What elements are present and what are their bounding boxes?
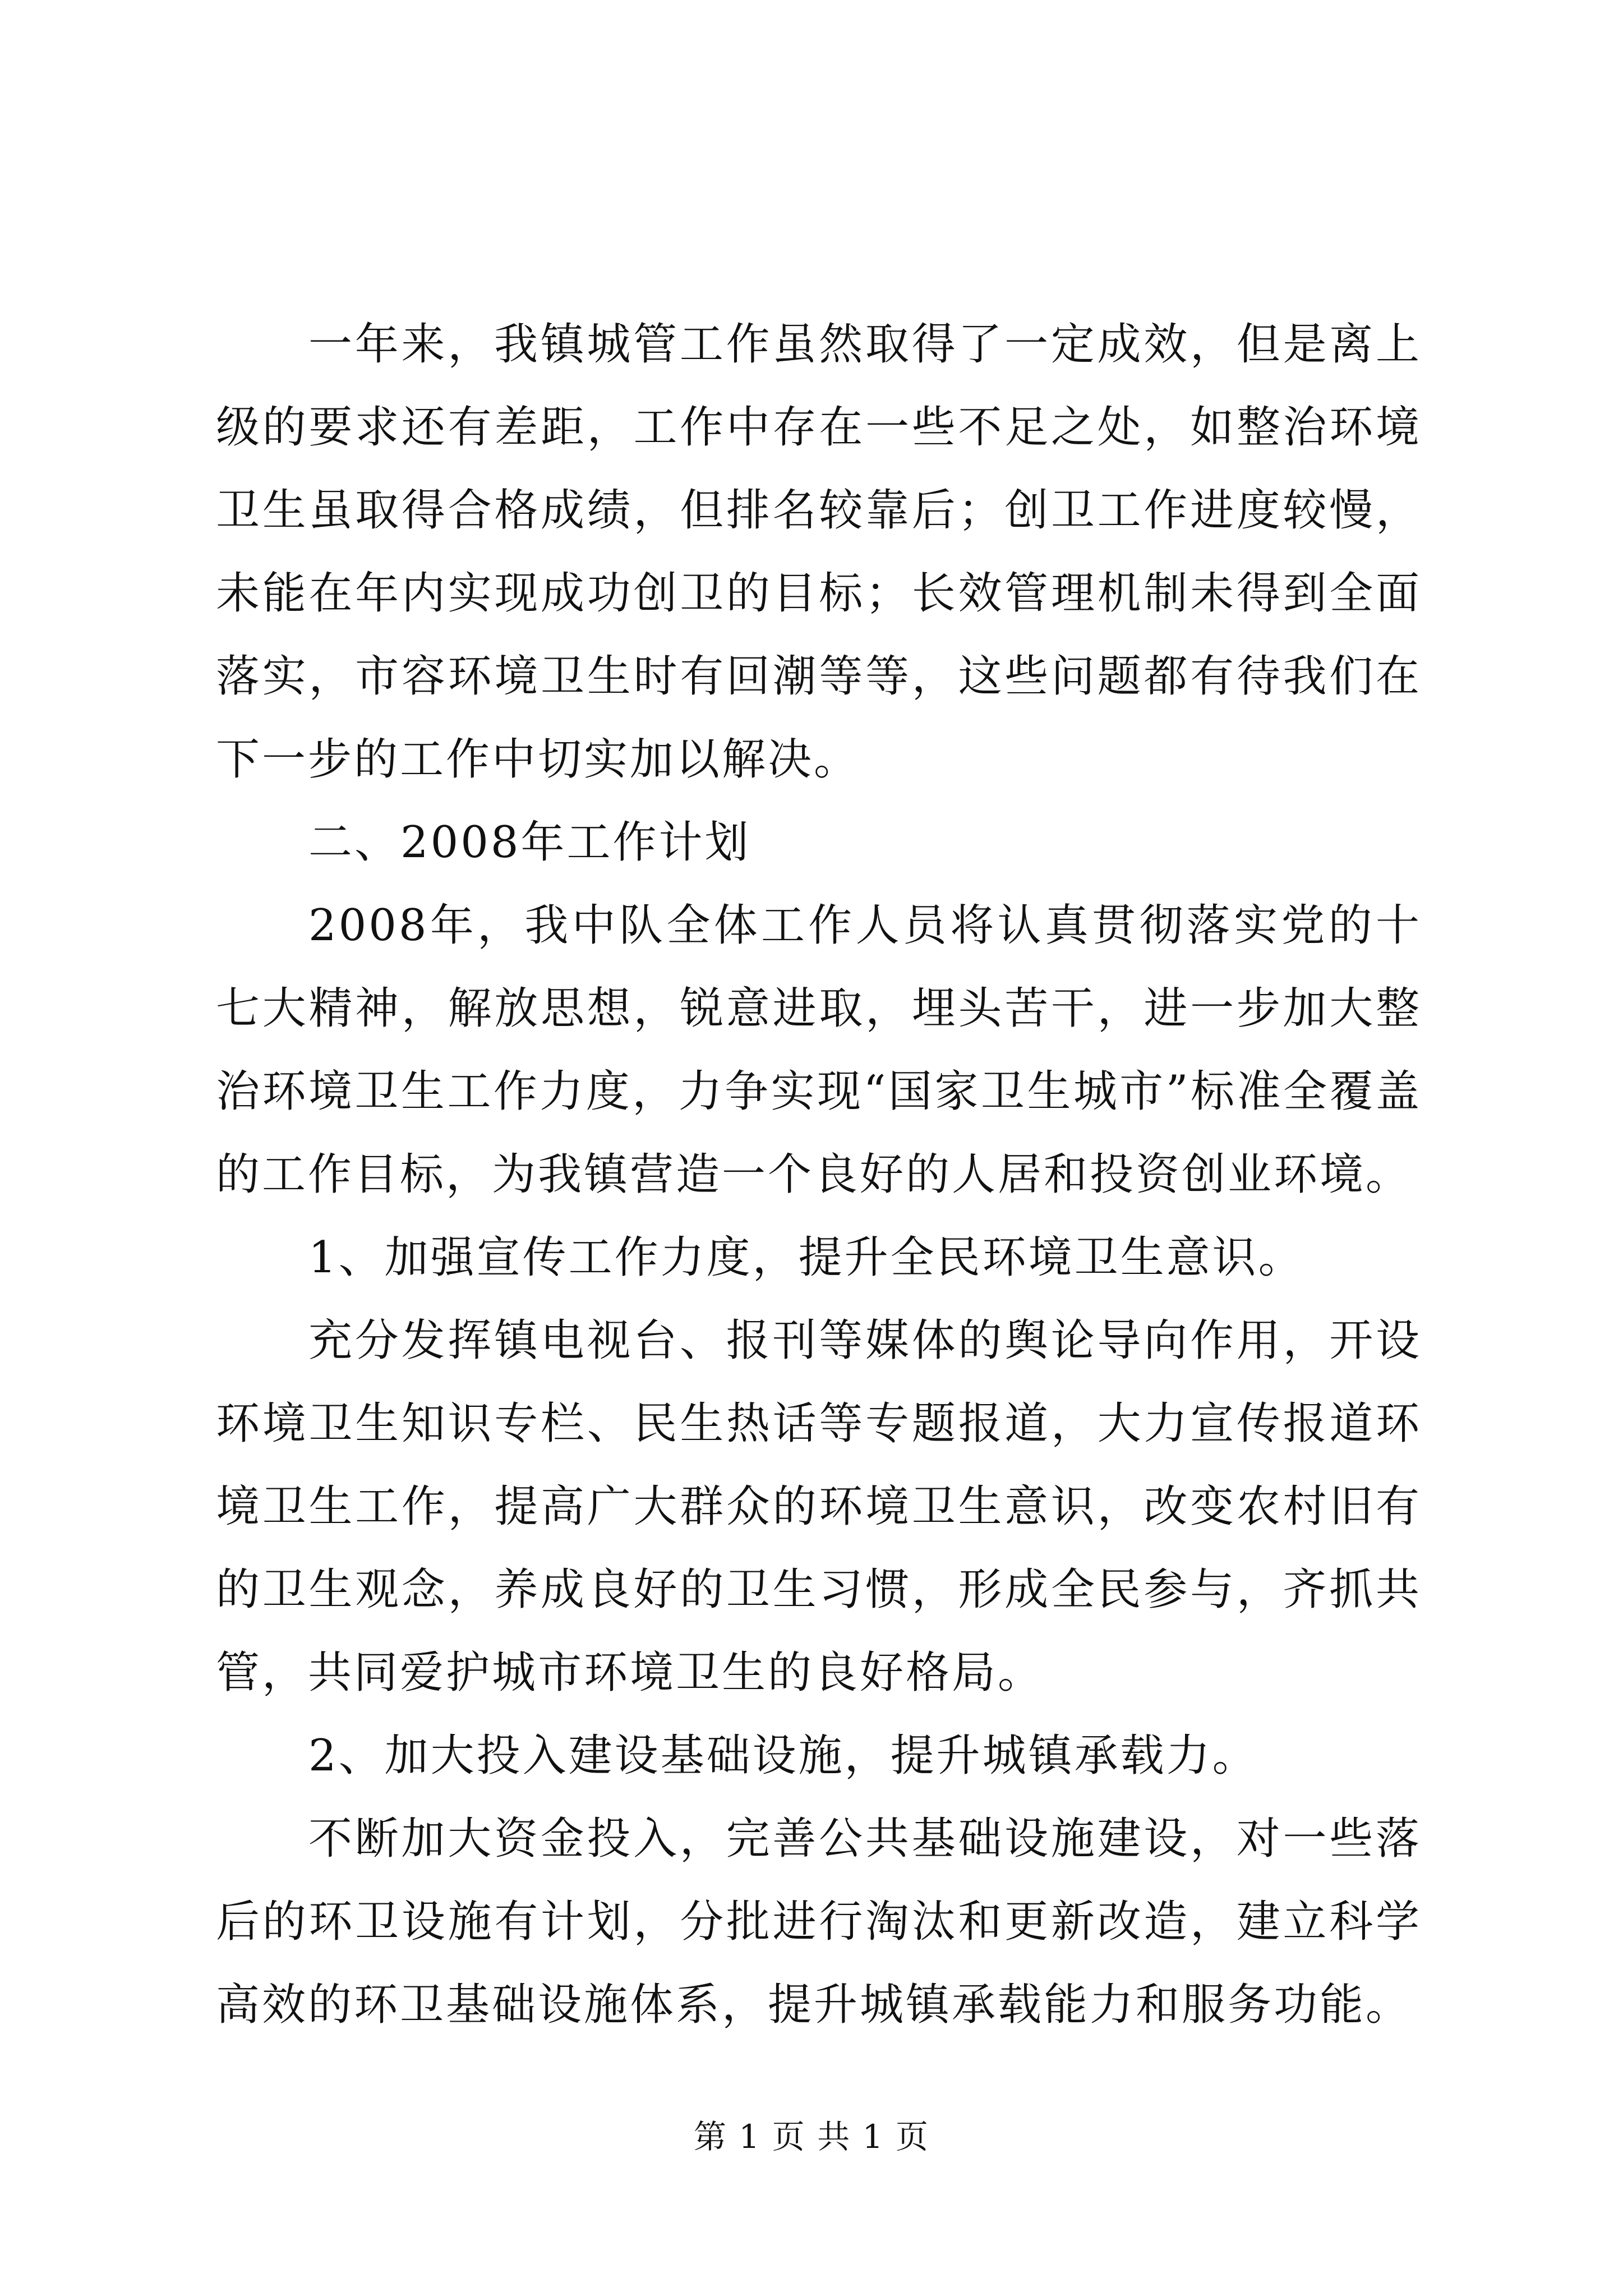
item-heading-1: 1、加强宣传工作力度，提升全民环境卫生意识。 [308, 1232, 1304, 1283]
section-heading-2008-plan: 二、2008年工作计划 [308, 817, 751, 868]
document-body [216, 303, 1422, 2046]
item-heading-2: 2、加大投入建设基础设施，提升城镇承载力。 [308, 1731, 1258, 1781]
paragraph-item-2: 不断加大资金投入，完善公共基础设施建设，对一些落后的环卫设施有计划，分批进行淘汰和更新改造，建立科学高效的环卫基础设施体系，提升城镇承载能力和服务功能。 [216, 1814, 1422, 2030]
paragraph-plan-intro: 2008年，我中队全体工作人员将认真贯彻落实党的十七大精神，解放思想，锐意进取，埋头苦干，进一步加大整治环境卫生工作力度，力争实现“国家卫生城市”标准全覆盖的工作目标，为我镇营造一个良好的人居和投资创业环境。 [216, 900, 1422, 1200]
paragraph-item-1: 充分发挥镇电视台、报刊等媒体的舆论导向作用，开设环境卫生知识专栏、民生热话等专题报道，大力宣传报道环境卫生工作，提高广大群众的环境卫生意识，改变农村旧有的卫生观念，养成良好的卫生习惯，形成全民参与，齐抓共管，共同爱护城市环境卫生的良好格局。 [216, 1315, 1422, 1698]
paragraph-summary: 一年来，我镇城管工作虽然取得了一定成效，但是离上级的要求还有差距，工作中存在一些不足之处，如整治环境卫生虽取得合格成绩，但排名较靠后；创卫工作进度较慢，未能在年内实现成功创卫的目标；长效管理机制未得到全面落实，市容环境卫生时有回潮等等，这些问题都有待我们在下一步的工作中切实加以解决。 [216, 319, 1422, 785]
page-footer: 第 1 页 共 1 页 [694, 2118, 929, 2156]
